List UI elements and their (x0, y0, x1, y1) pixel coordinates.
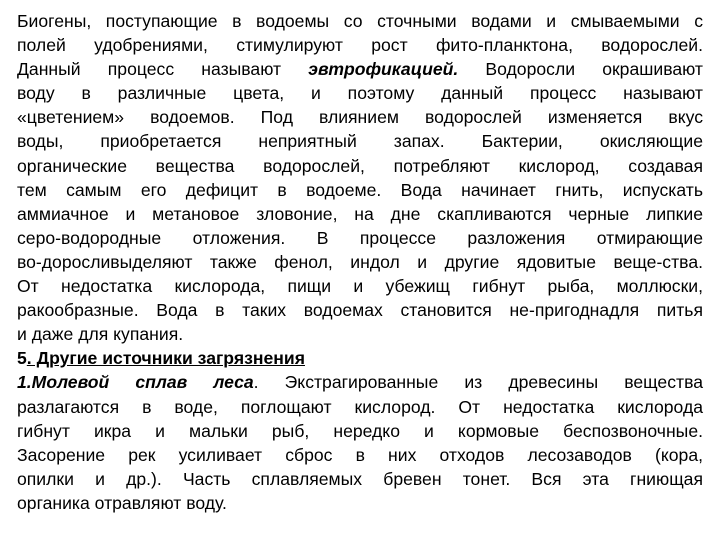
document-text (17, 9, 703, 515)
text-line (17, 57, 703, 81)
text-line: серо-водородные отложения. В процессе разложения отмирающие (17, 227, 703, 248)
text-line: воды, приобретается неприятный запах. Бактерии, окисляющие (17, 131, 703, 152)
text-line: Биогены, поступающие в водоемы со сточными водами и смываемыми с (17, 11, 703, 31)
text-run: . Экстрагированные из древесины вещества (253, 372, 704, 393)
text-line: полей удобрениями, стимулируют рост фито-планктона, водорослей. (17, 35, 703, 56)
text-line: тем самым его дефицит в водоеме. Вода начинает гнить, испускать (17, 179, 703, 200)
text-line: аммиачное и метановое зловоние, на дне скапливаются черные липкие (17, 203, 703, 224)
text-line: органические вещества водорослей, потребляют кислород, создавая (17, 155, 703, 176)
text-line: опилки и др.). Часть сплавляемых бревен тонет. Вся эта гниющая (17, 468, 703, 489)
text-line: воду в различные цвета, и поэтому данный процесс называют (17, 83, 703, 104)
text-line: разлагаются в воде, поглощают кислород. От недостатка кислорода (17, 396, 703, 417)
text-run: Водоросли окрашивают (458, 59, 703, 80)
section-heading (17, 346, 703, 370)
text-line (17, 370, 703, 394)
text-run: Данный процесс называют (17, 59, 309, 80)
text-line: гибнут икра и мальки рыб, нередко и кормовые беспозвоночные. (17, 420, 703, 441)
term-timber-rafting: 1.Молевой сплав леса (17, 372, 254, 393)
text-line: «цветением» водоемов. Под влиянием водорослей изменяется вкус (17, 107, 703, 128)
text-line: органика отравляют воду. (17, 492, 227, 513)
text-line: От недостатка кислорода, пищи и убежищ гибнут рыба, моллюски, (17, 276, 703, 297)
section-title: . Другие источники загрязнения (26, 348, 305, 369)
section-number: 5 (17, 348, 27, 369)
text-line: и даже для купания. (17, 324, 184, 345)
text-line: Засорение рек усиливает сброс в них отходов лесозаводов (кора, (17, 444, 703, 465)
text-line: ракообразные. Вода в таких водоемах становится не-пригоднадля питья (17, 300, 703, 321)
text-line: во-доросливыделяют также фенол, индол и другие ядовитые веще-ства. (17, 251, 703, 272)
term-eutrophication: эвтрофикацией. (308, 59, 459, 80)
